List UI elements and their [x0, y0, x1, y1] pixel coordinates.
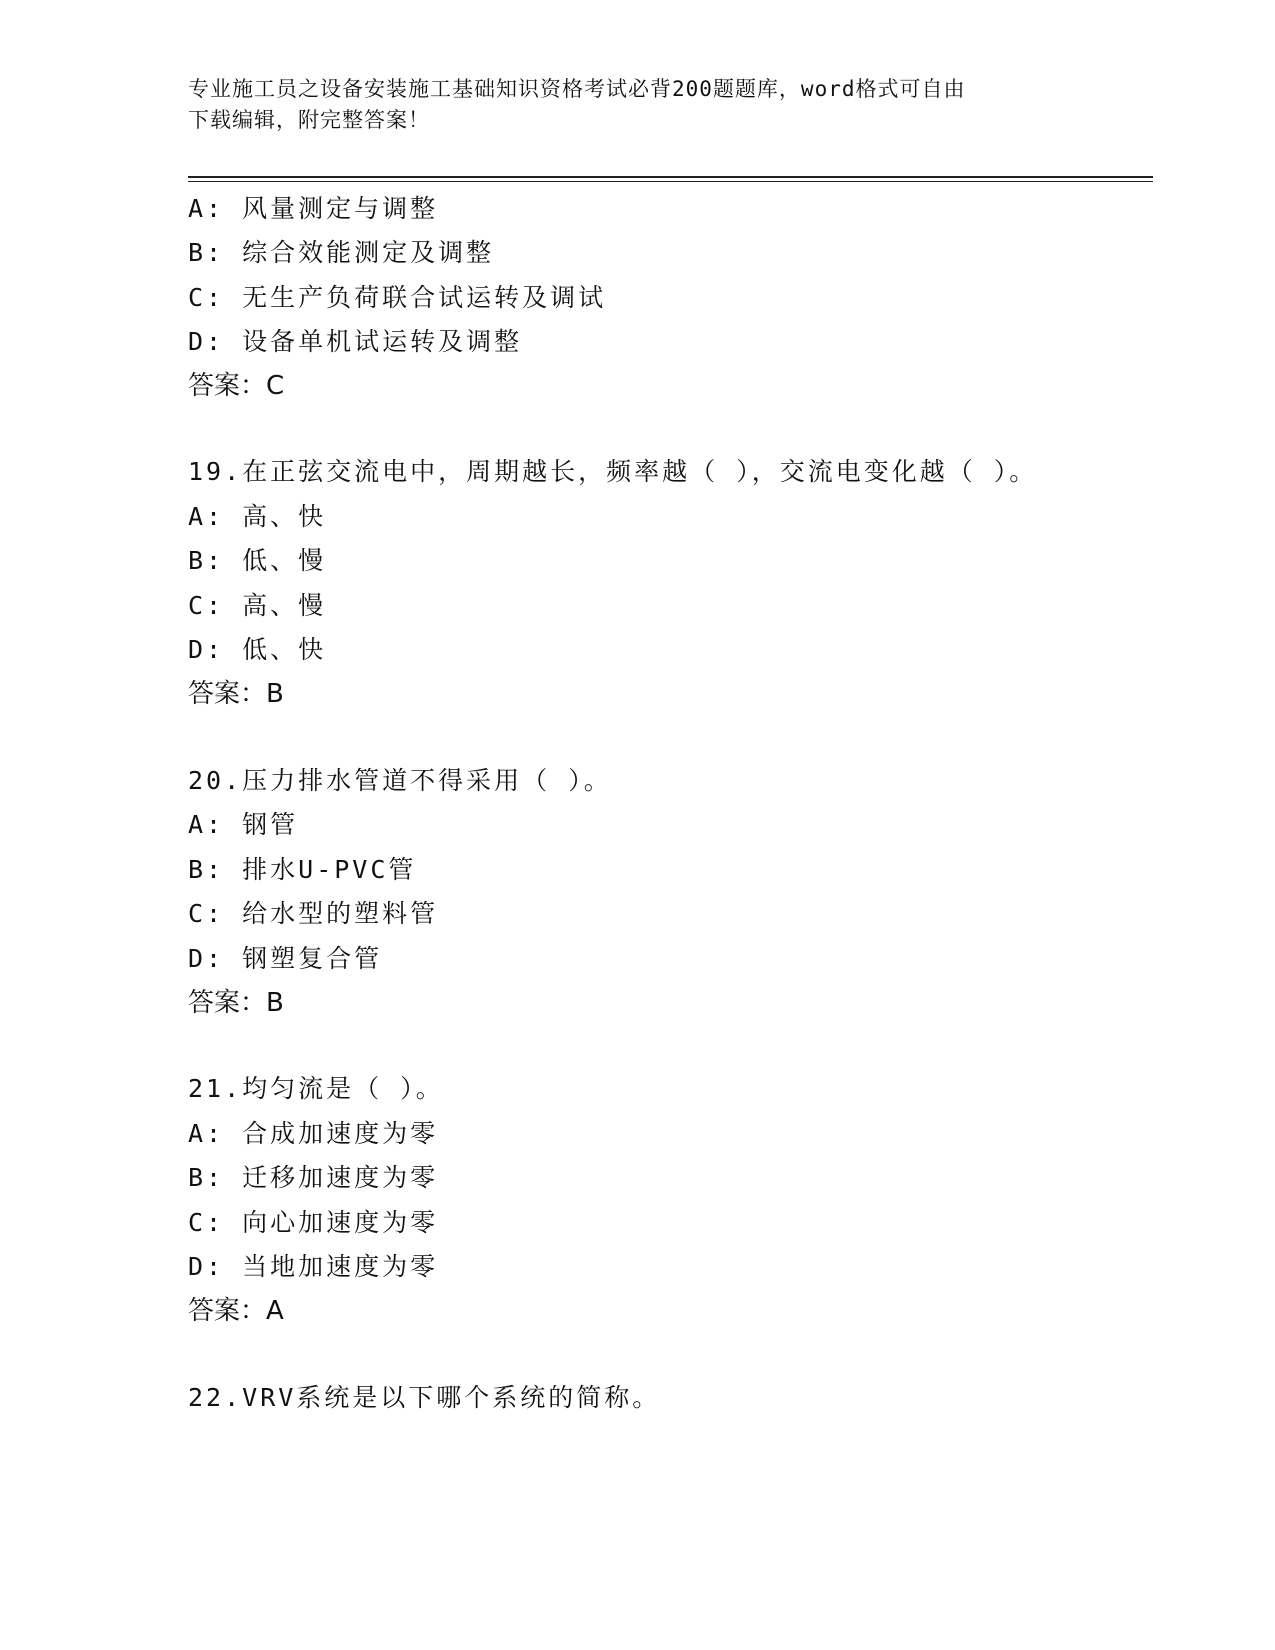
q21-option-d: D: 当地加速度为零 [188, 1252, 439, 1281]
q21-answer: 答案：A [188, 1296, 284, 1326]
q21-stem: 21.均匀流是（ ）。 [188, 1074, 444, 1103]
header-rule-thick [188, 176, 1153, 178]
q18-option-b: B: 综合效能测定及调整 [188, 238, 495, 267]
q20-stem: 20.压力排水管道不得采用（ ）。 [188, 766, 612, 795]
q18-option-c: C: 无生产负荷联合试运转及调试 [188, 283, 607, 312]
q21-option-b: B: 迁移加速度为零 [188, 1163, 439, 1192]
header-rule-thin [188, 181, 1153, 182]
q20-option-c: C: 给水型的塑料管 [188, 899, 439, 928]
q21-option-a: A: 合成加速度为零 [188, 1119, 439, 1148]
q18-option-d: D: 设备单机试运转及调整 [188, 327, 523, 356]
q22-stem: 22.VRV系统是以下哪个系统的简称。 [188, 1383, 661, 1412]
header-line-1: 专业施工员之设备安装施工基础知识资格考试必背200题题库，word格式可自由 [188, 77, 966, 101]
q19-option-b: B: 低、慢 [188, 546, 327, 575]
q19-option-d: D: 低、快 [188, 635, 327, 664]
q21-option-c: C: 向心加速度为零 [188, 1208, 439, 1237]
q19-option-a: A: 高、快 [188, 502, 327, 531]
q20-answer: 答案：B [188, 988, 284, 1018]
q18-option-a: A: 风量测定与调整 [188, 194, 439, 223]
q18-answer: 答案：C [188, 371, 285, 401]
q20-option-a: A: 钢管 [188, 810, 299, 839]
q20-option-d: D: 钢塑复合管 [188, 944, 383, 973]
header-line-2: 下载编辑，附完整答案！ [188, 108, 430, 132]
q20-option-b: B: 排水U-PVC管 [188, 855, 417, 884]
document-header [188, 74, 1068, 136]
q19-option-c: C: 高、慢 [188, 591, 327, 620]
q19-stem: 19.在正弦交流电中，周期越长，频率越（ ），交流电变化越（ ）。 [188, 457, 1038, 486]
q19-answer: 答案：B [188, 679, 284, 709]
